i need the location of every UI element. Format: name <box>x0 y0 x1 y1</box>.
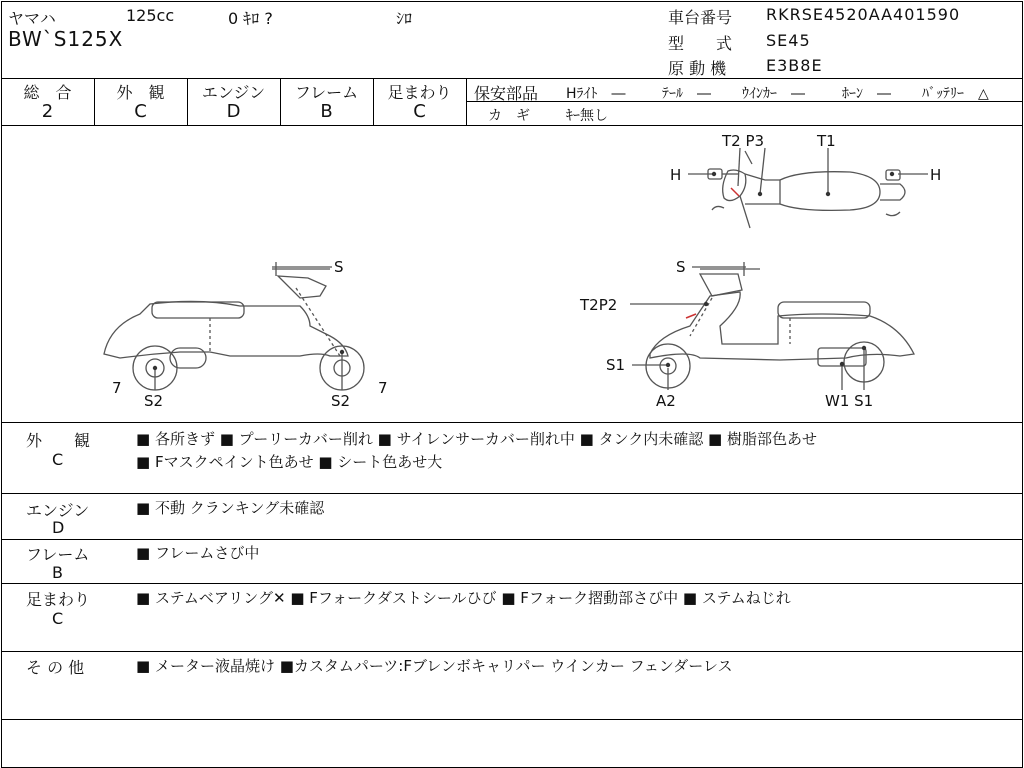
label-left-S2a: S2 <box>144 392 164 410</box>
color: ｼﾛ <box>396 9 413 28</box>
suspension-grade: C <box>413 101 426 122</box>
left-side-scooter <box>104 262 364 390</box>
safety-label: 保安部品 <box>474 84 539 103</box>
section-frame-label: フレーム <box>26 545 90 564</box>
frame-no-label: 車台番号 <box>668 8 733 27</box>
section-suspension-grade: C <box>52 609 64 628</box>
section-exterior-line1: ■ 各所きず ■ プーリーカバー削れ ■ サイレンサーカバー削れ中 ■ タンク内未確認 ■ 樹脂部色あせ <box>136 430 818 448</box>
maker: ヤマハ <box>8 9 56 28</box>
model-code: SE45 <box>766 31 811 50</box>
engine-code: E3B8E <box>766 56 823 75</box>
section-engine-line1: ■ 不動 クランキング未確認 <box>136 499 325 517</box>
section-exterior-grade: C <box>52 450 64 469</box>
divider <box>466 78 467 125</box>
overall-grade: 2 <box>41 101 54 122</box>
label-H-left: H <box>670 166 682 184</box>
frame-no: RKRSE4520AA401590 <box>766 5 961 24</box>
label-T2P3: T2 P3 <box>722 132 765 150</box>
label-right-S1: S1 <box>606 356 626 374</box>
frame-grade: B <box>320 101 333 122</box>
exterior-grade: C <box>134 101 147 122</box>
divider <box>1 539 1022 540</box>
section-other-line1: ■ メーター液晶焼け ■カスタムパーツ:Fブレンボキャリパー ウインカー フェンダーレス <box>136 657 733 675</box>
suspension-label: 足まわり <box>387 83 452 102</box>
overall-label: 総 合 <box>23 83 72 102</box>
engine-code-label: 原 動 機 <box>668 59 727 78</box>
section-exterior-label: 外 観 <box>26 431 91 450</box>
section-exterior-line2: ■ Fマスクペイント色あせ ■ シート色あせ大 <box>136 453 443 471</box>
horn-status: ﾎｰﾝ ― <box>842 86 891 102</box>
divider <box>1 78 1022 79</box>
section-engine-grade: D <box>52 518 65 537</box>
label-T1: T1 <box>817 132 836 150</box>
section-suspension-label: 足まわり <box>26 590 91 609</box>
divider <box>1 583 1022 584</box>
section-other-label: そ の 他 <box>26 658 85 677</box>
headlight-status: Hﾗｲﾄ ― <box>566 86 626 102</box>
mileage: 0 ｷﾛ ? <box>228 9 273 28</box>
model-code-label: 型 式 <box>668 34 733 53</box>
exterior-label: 外 観 <box>116 83 165 102</box>
top-view-scooter <box>708 151 905 228</box>
engine-grade: D <box>226 101 241 122</box>
key-value: ｷｰ無し <box>566 108 608 124</box>
displacement: 125cc <box>126 6 175 25</box>
section-engine-label: エンジン <box>26 501 90 520</box>
divider <box>1 422 1022 423</box>
tail-status: ﾃｰﾙ ― <box>662 86 711 102</box>
damage-mark <box>731 188 739 196</box>
winker-status: ｳｲﾝｶｰ ― <box>742 86 805 102</box>
section-frame-grade: B <box>52 563 63 582</box>
damage-mark <box>686 314 696 318</box>
model-name: BW`S125X <box>8 27 124 51</box>
section-frame-line1: ■ フレームさび中 <box>136 544 260 562</box>
divider <box>1 651 1022 652</box>
key-label: カ ギ <box>488 108 530 124</box>
engine-label: エンジン <box>201 83 266 102</box>
right-side-scooter <box>646 262 914 388</box>
label-left-S2b: S2 <box>331 392 351 410</box>
divider <box>1 493 1022 494</box>
section-suspension-line1: ■ ステムベアリング✕ ■ Fフォークダストシールひび ■ Fフォーク摺動部さび中 ■ ステムねじれ <box>136 589 791 607</box>
label-right-W1S1: W1 S1 <box>825 392 874 410</box>
damage-diagram <box>0 126 1024 422</box>
label-left-7b: 7 <box>378 379 388 397</box>
label-right-T2P2: T2P2 <box>580 296 618 314</box>
battery-status: ﾊﾞｯﾃﾘｰ △ <box>922 86 989 102</box>
label-left-S: S <box>334 258 344 276</box>
label-right-S: S <box>676 258 686 276</box>
label-right-A2: A2 <box>656 392 676 410</box>
label-left-7a: 7 <box>112 379 122 397</box>
label-H-right: H <box>930 166 942 184</box>
divider <box>1 719 1022 720</box>
frame-label: フレーム <box>294 83 359 102</box>
